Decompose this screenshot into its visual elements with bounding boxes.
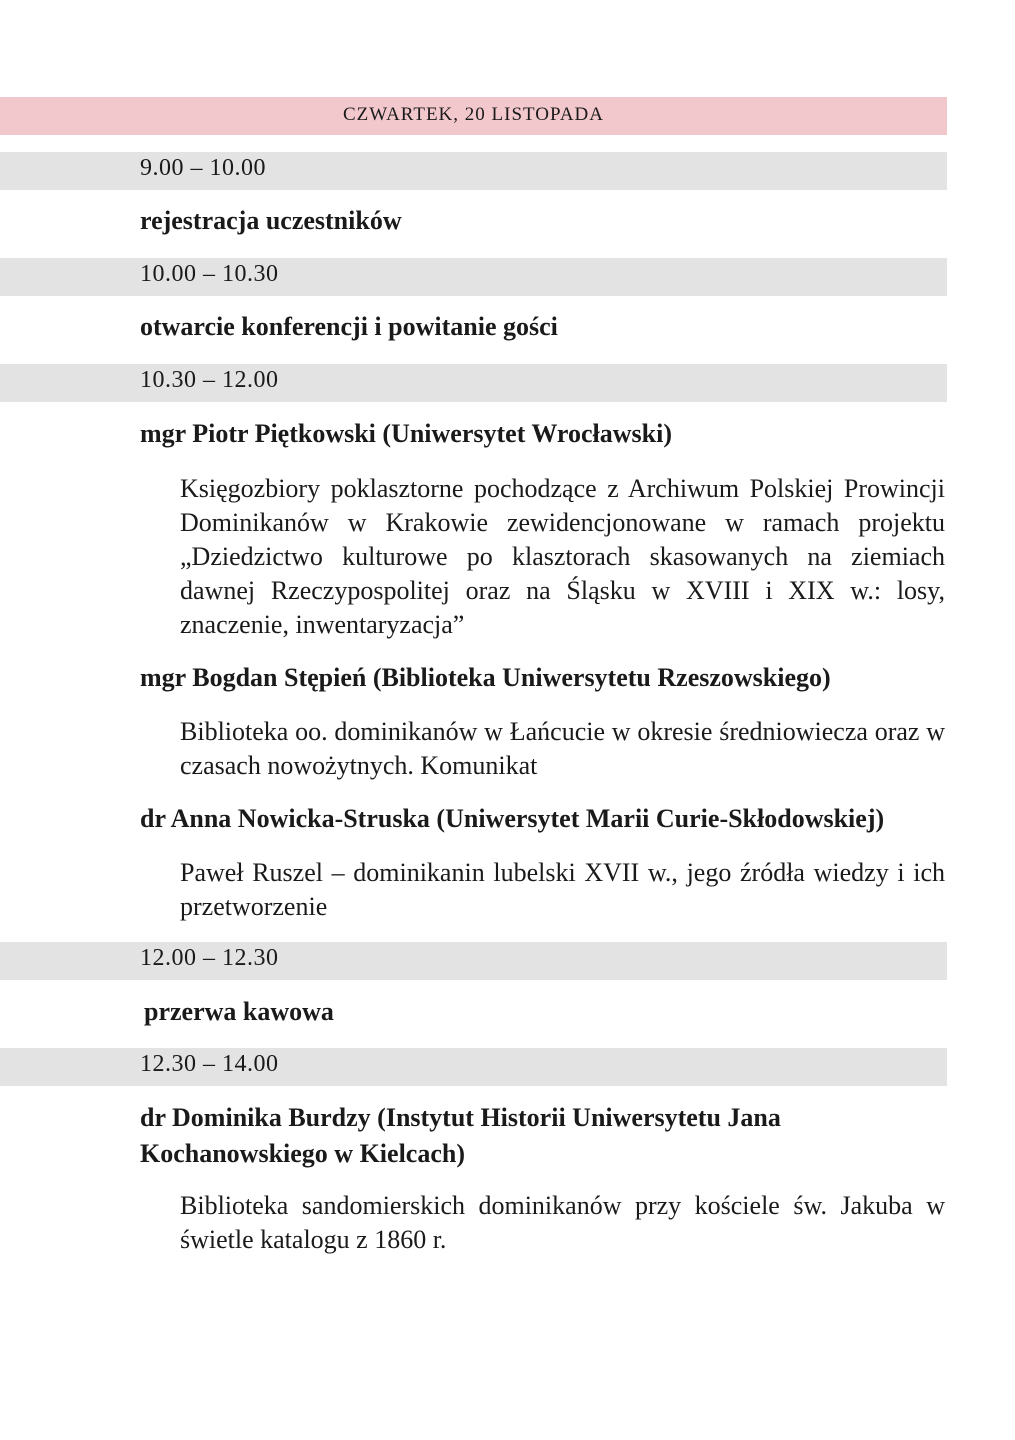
time-slot-band: [0, 258, 947, 296]
time-slot: 10.00 – 10.30: [140, 261, 279, 287]
time-slot: 12.30 – 14.00: [140, 1051, 279, 1077]
talk-title: Księgozbiory poklasztorne pochodzące z Archiwum Polskiej Prowincji Dominikanów w Krakowie zewidencjonowane w ramach projektu „Dziedzictwo kulturowe po klasztorach skasowanych na ziemiach dawnej Rzeczypospolitej oraz na Śląsku w XVIII i XIX w.: losy, znaczenie, inwentaryzacja”: [180, 474, 945, 639]
time-slot-band: [0, 152, 947, 190]
time-slot: 9.00 – 10.00: [140, 155, 266, 181]
speaker: dr Dominika Burdzy (Instytut Historii Uniwersytetu Jana Kochanowskiego w Kielcach): [140, 1103, 781, 1168]
speaker: dr Anna Nowicka-Struska (Uniwersytet Marii Curie-Skłodowskiej): [140, 804, 885, 833]
time-slot-band: [0, 364, 947, 402]
time-slot-band: [0, 1048, 947, 1086]
event-registration: rejestracja uczestników: [140, 206, 402, 235]
talk-title: Paweł Ruszel – dominikanin lubelski XVII w., jego źródła wiedzy i ich przetworzenie: [180, 858, 945, 921]
talk-title: Biblioteka sandomierskich dominikanów przy kościele św. Jakuba w świetle katalogu z 1860 r.: [180, 1191, 945, 1254]
time-slot-band: [0, 942, 947, 980]
day-header: CZWARTEK, 20 LISTOPADA: [342, 104, 604, 125]
time-slot: 12.00 – 12.30: [140, 945, 279, 971]
time-slot: 10.30 – 12.00: [140, 367, 279, 393]
day-header-band: [0, 97, 947, 135]
event-coffee-break: przerwa kawowa: [144, 997, 334, 1026]
talk-title: Biblioteka oo. dominikanów w Łańcucie w okresie średniowiecza oraz w czasach nowożytnych. Komunikat: [180, 717, 945, 780]
speaker: mgr Piotr Piętkowski (Uniwersytet Wrocławski): [140, 419, 672, 448]
speaker: mgr Bogdan Stępień (Biblioteka Uniwersytetu Rzeszowskiego): [140, 663, 831, 692]
event-opening: otwarcie konferencji i powitanie gości: [140, 312, 558, 341]
